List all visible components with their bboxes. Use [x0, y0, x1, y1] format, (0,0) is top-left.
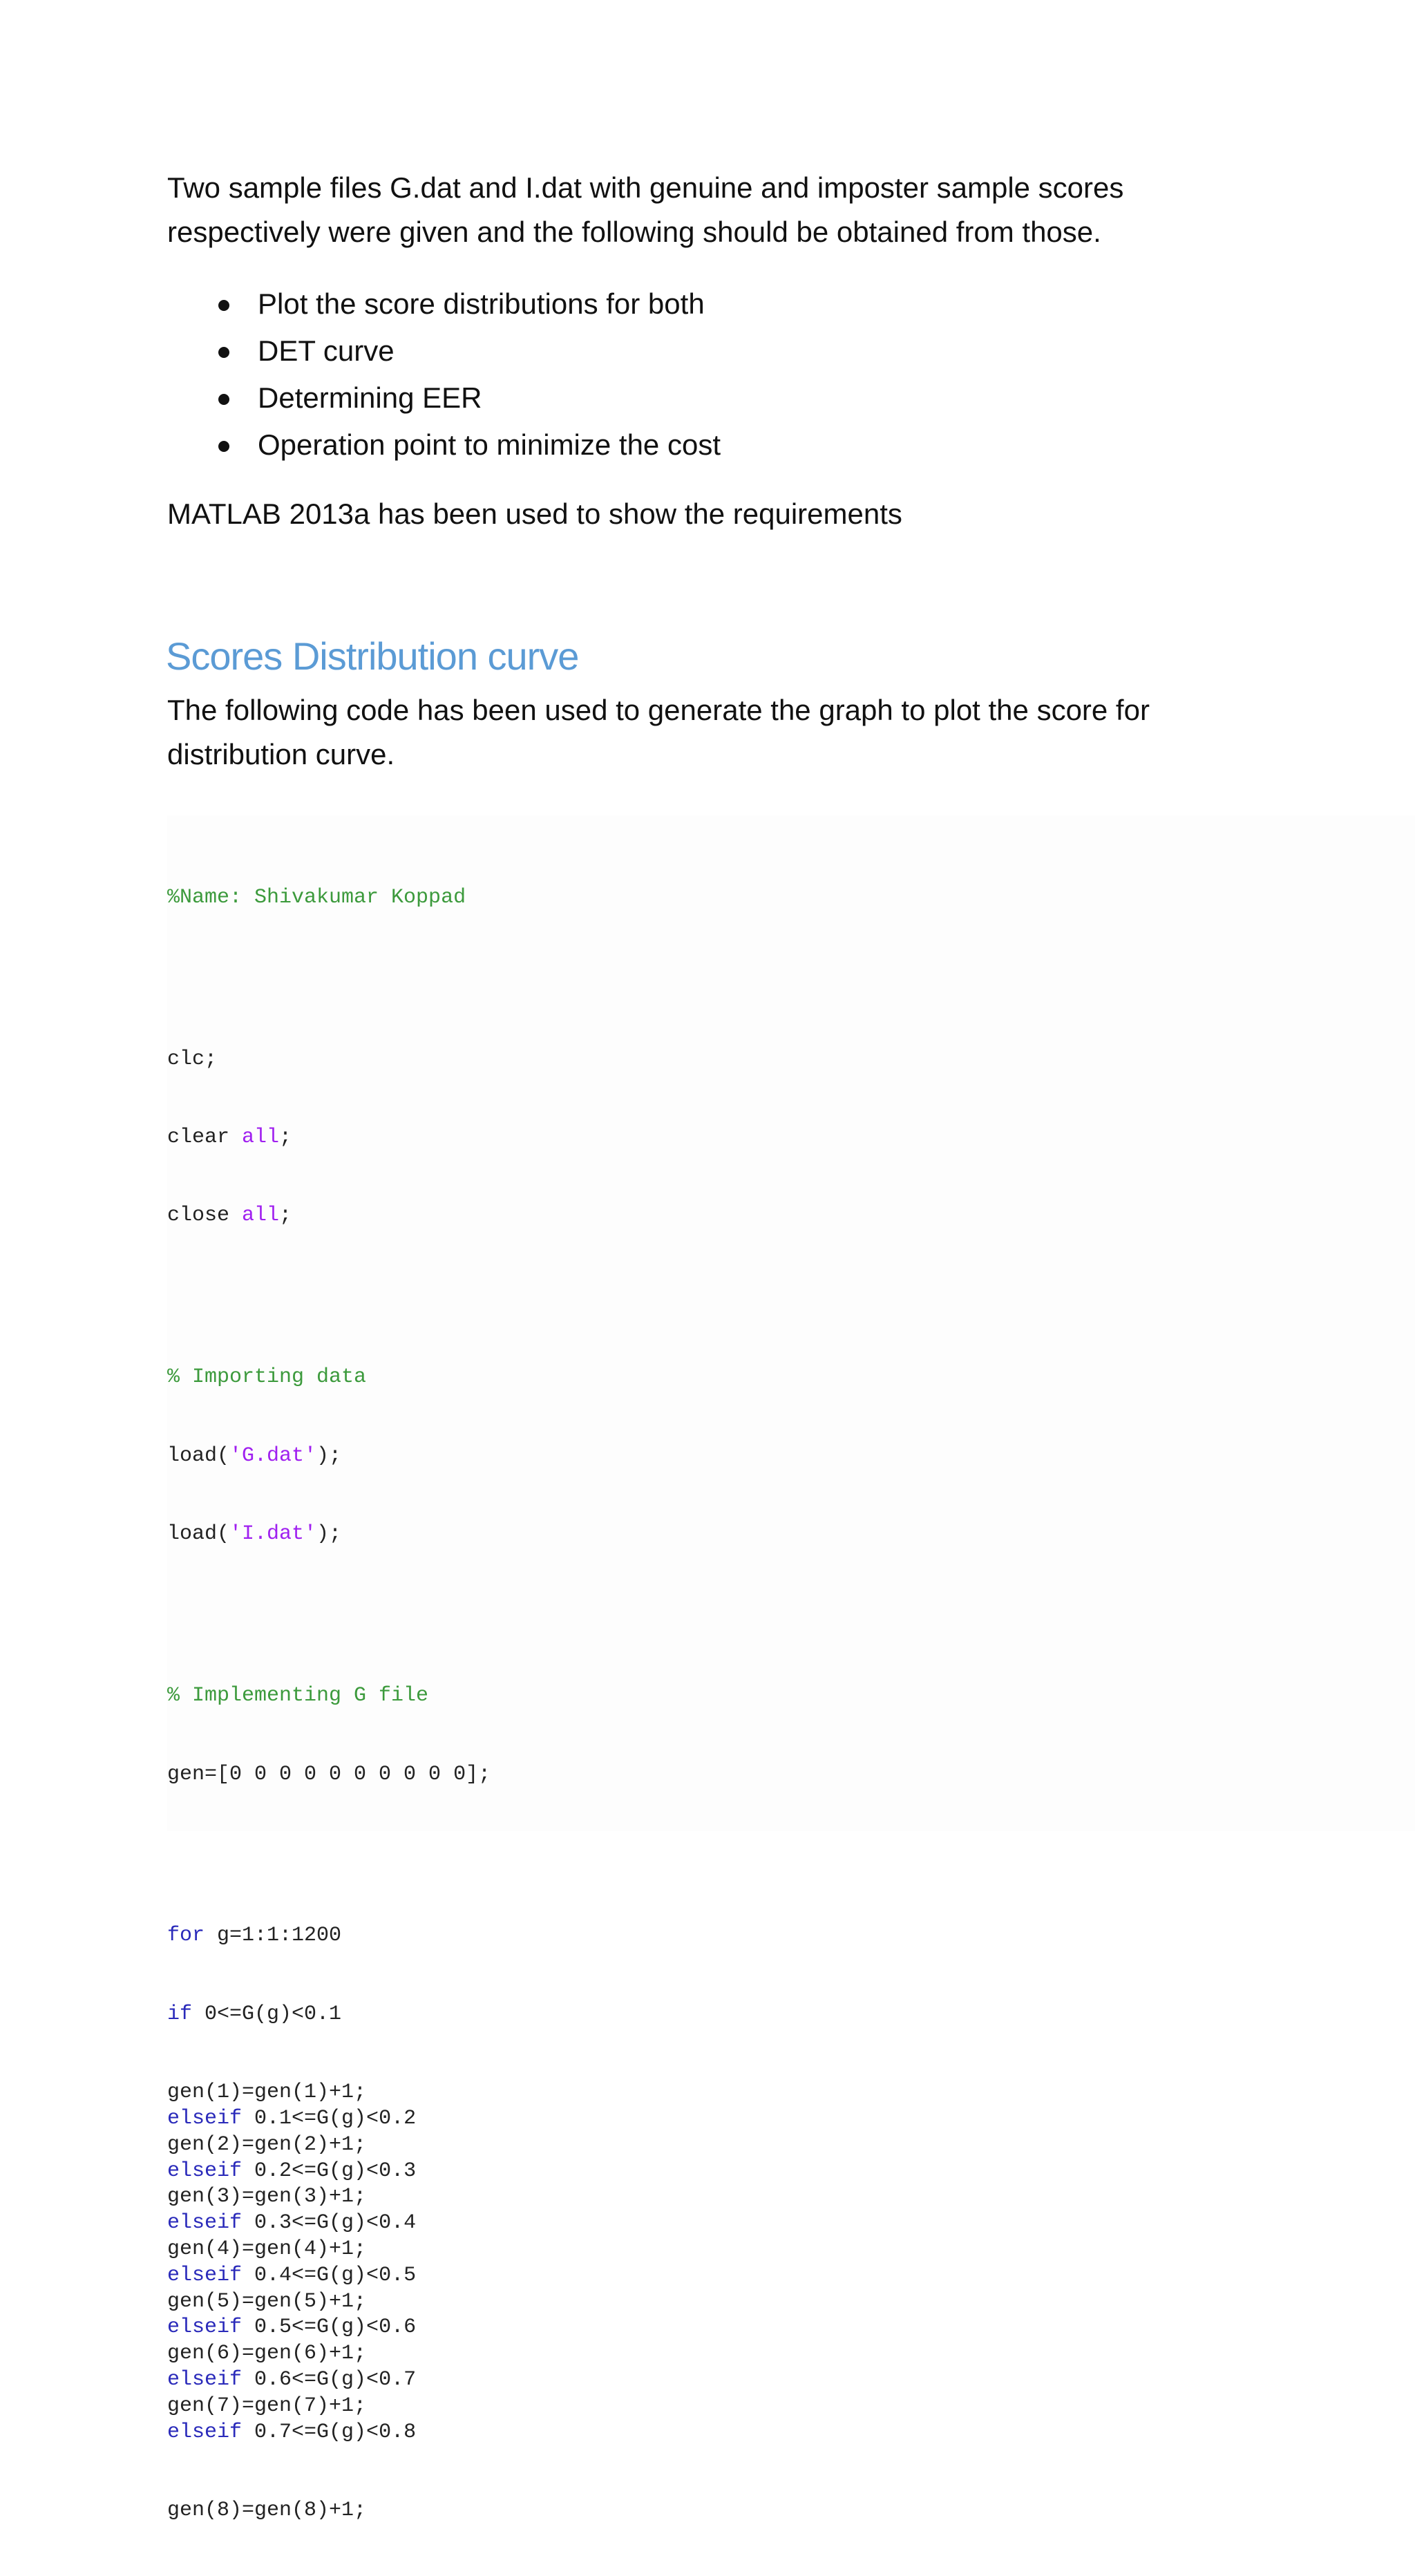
bullet-icon [218, 394, 229, 405]
code-line-gen-init: gen=[0 0 0 0 0 0 0 0 0 0]; [167, 1762, 491, 1786]
code-line-last-inc: gen(8)=gen(8)+1; [167, 2499, 367, 2523]
matlab-note: MATLAB 2013a has been used to show the requirements [167, 498, 902, 530]
code-line-increment: gen(4)=gen(4)+1; [167, 2237, 367, 2262]
code-line-elseif: elseif 0.1<=G(g)<0.2 [167, 2107, 417, 2131]
bullet-icon [218, 441, 229, 452]
code-line-elseif: elseif 0.3<=G(g)<0.4 [167, 2211, 417, 2235]
code-comment-import: % Importing data [167, 1365, 367, 1390]
list-item: DET curve [167, 328, 721, 375]
list-item: Plot the score distributions for both [167, 281, 721, 328]
code-line-clc: clc; [167, 1047, 218, 1071]
code-branches [167, 2080, 491, 2445]
code-line-increment: gen(1)=gen(1)+1; [167, 2081, 367, 2105]
bullet-icon [218, 300, 229, 311]
code-line-for: for g=1:1:1200 [167, 1924, 342, 1948]
code-line-elseif: elseif 0.5<=G(g)<0.6 [167, 2315, 417, 2340]
code-line-elseif: elseif 0.6<=G(g)<0.7 [167, 2368, 417, 2392]
intro-line-2: respectively were given and the following should be obtained from those. [167, 216, 1101, 248]
code-line-elseif: elseif 0.7<=G(g)<0.8 [167, 2420, 417, 2444]
code-line-elseif: elseif 0.4<=G(g)<0.5 [167, 2263, 417, 2287]
list-item: Determining EER [167, 375, 721, 422]
code-line-if: if 0<=G(g)<0.1 [167, 2002, 342, 2026]
list-item: Operation point to minimize the cost [167, 422, 721, 468]
code-line-increment: gen(7)=gen(7)+1; [167, 2394, 367, 2418]
code-comment-name: %Name: Shivakumar Koppad [167, 885, 466, 909]
code-line-increment: gen(5)=gen(5)+1; [167, 2289, 367, 2313]
intro-paragraph [167, 166, 1204, 254]
intro-line-1: Two sample files G.dat and I.dat with genuine and imposter sample scores [167, 171, 1124, 204]
requirements-list [167, 281, 721, 468]
code-line-elseif: elseif 0.2<=G(g)<0.3 [167, 2159, 417, 2183]
section-line-2: distribution curve. [167, 738, 395, 770]
code-block [167, 833, 491, 2576]
bullet-icon [218, 347, 229, 358]
section-heading: Scores Distribution curve [166, 634, 579, 678]
code-line-close: close all; [167, 1204, 292, 1228]
code-line-increment: gen(3)=gen(3)+1; [167, 2185, 367, 2209]
code-line-load-i: load('I.dat'); [167, 1522, 342, 1546]
section-line-1: The following code has been used to generate the graph to plot the score for [167, 694, 1150, 726]
code-line-increment: gen(2)=gen(2)+1; [167, 2132, 367, 2157]
code-line-increment: gen(6)=gen(6)+1; [167, 2342, 367, 2366]
code-comment-implement: % Implementing G file [167, 1684, 429, 1708]
code-line-clear: clear all; [167, 1125, 292, 1149]
code-line-load-g: load('G.dat'); [167, 1443, 342, 1468]
section-paragraph [167, 688, 1245, 777]
